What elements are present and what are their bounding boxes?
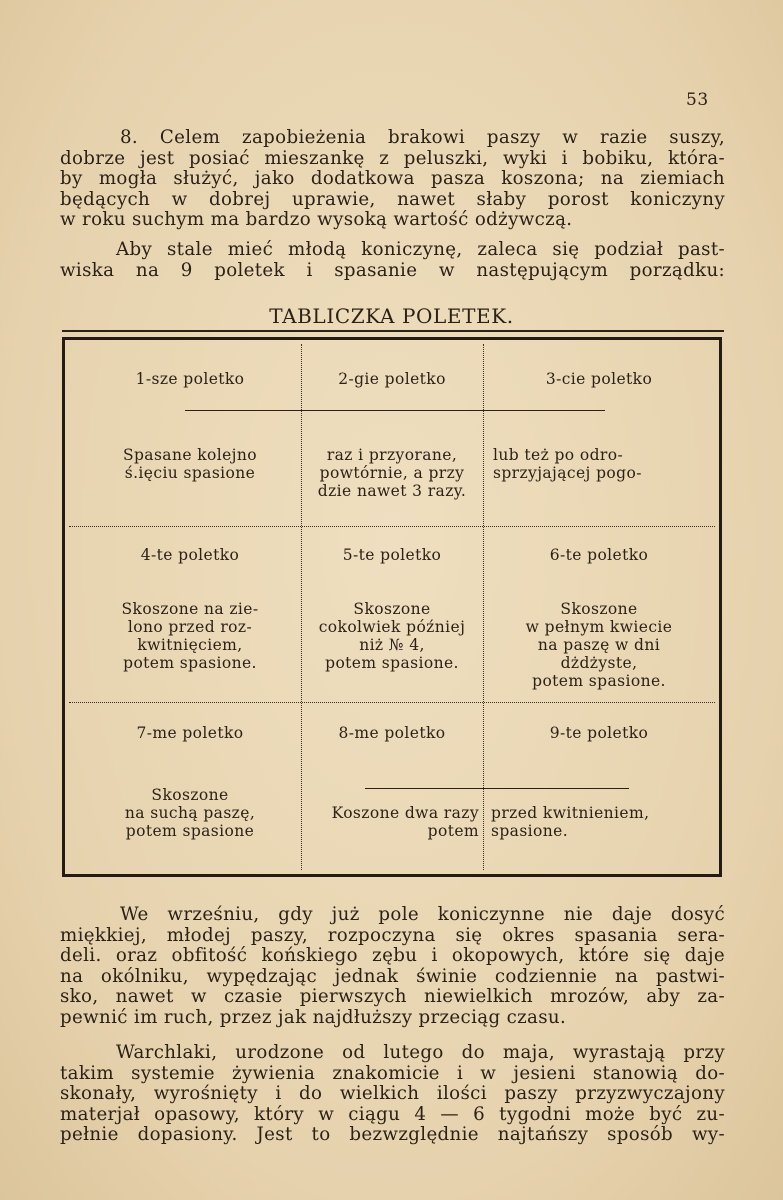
text-line: pewnić im ruch, przez jak najdłuższy przeciąg czasu. bbox=[60, 1006, 567, 1028]
text-line: 8. Celem zapobieżenia brakowi paszy w razie suszy, bbox=[120, 127, 725, 148]
table-cell: raz i przyorane, powtórnie, a przy dzie nawet 3 razy. bbox=[317, 446, 467, 500]
table-cell: Koszone dwa razy potem bbox=[331, 804, 479, 840]
table-header-cell: 2-gie poletko bbox=[338, 370, 446, 388]
table-cell: lub też po odro- sprzyjającej pogo- bbox=[493, 446, 642, 482]
text-line: na okólniku, wypędzając jednak świnie codziennie na pastwi- bbox=[60, 965, 725, 987]
span-brace bbox=[185, 410, 605, 411]
text-line: Warchlaki, urodzone od lutego do maja, wyrastają przy bbox=[116, 1042, 725, 1063]
text-line: takim systemie żywienia znakomicie i w jesieni stanowią do- bbox=[60, 1062, 725, 1084]
text-line: pełnie dopasiony. Jest to bezwzględnie najtańszy sposób wy- bbox=[60, 1124, 725, 1146]
text-line: Aby stale mieć młodą koniczynę, zaleca się podział past- bbox=[116, 239, 725, 260]
span-brace bbox=[365, 788, 629, 789]
text-line: w roku suchym ma bardzo wysoką wartość odżywczą. bbox=[60, 209, 573, 231]
text-line: deli. oraz obfitość końskiego zębu i okopowych, które się daje bbox=[60, 945, 725, 967]
row-divider bbox=[69, 526, 715, 527]
row-divider bbox=[69, 702, 715, 703]
text-line: wiska na 9 poletek i spasanie w następującym porządku: bbox=[60, 259, 725, 281]
text-line: skonały, wyrośnięty i do wielkich ilości paszy przyzwyczajony bbox=[60, 1083, 725, 1105]
table-cell: Spasane kolejno ś.ięciu spasione bbox=[122, 446, 258, 482]
table-cell: przed kwitnieniem, spasione. bbox=[491, 804, 650, 840]
text-line: materjał opasowy, który w ciągu 4 — 6 tygodni może być zu- bbox=[60, 1103, 725, 1125]
paragraph-3 bbox=[60, 905, 725, 1029]
table-title: TABLICZKA POLETEK. bbox=[269, 304, 514, 328]
table-header-cell: 6-te poletko bbox=[549, 546, 649, 564]
table-header-cell: 5-te poletko bbox=[342, 546, 442, 564]
plots-table bbox=[62, 337, 722, 877]
text-line: będących w dobrej uprawie, nawet słaby porost koniczyny bbox=[60, 188, 725, 210]
column-divider bbox=[301, 344, 302, 870]
paragraph-2 bbox=[60, 240, 725, 281]
text-line: dobrze jest posiać mieszankę z peluszki, wyki i bobiku, która- bbox=[60, 147, 725, 169]
text-line: by mogła służyć, jako dodatkowa pasza koszona; na ziemiach bbox=[60, 168, 725, 190]
table-cell: Skoszone na suchą paszę, potem spasione bbox=[124, 786, 256, 840]
table-header-cell: 9-te poletko bbox=[549, 724, 649, 742]
table-cell: Skoszone w pełnym kwiecie na paszę w dni dżdżyste, potem spasione. bbox=[525, 600, 673, 690]
text-line: We wrześniu, gdy już pole koniczynne nie daje dosyć bbox=[120, 904, 725, 925]
table-header-cell: 4-te poletko bbox=[140, 546, 240, 564]
page-number: 53 bbox=[686, 90, 709, 110]
paragraph-1 bbox=[60, 128, 725, 231]
table-header-cell: 7-me poletko bbox=[136, 724, 244, 742]
column-divider bbox=[483, 344, 484, 870]
paragraph-4 bbox=[60, 1043, 725, 1146]
table-header-cell: 1-sze poletko bbox=[135, 370, 245, 388]
table-cell: Skoszone na zie- lono przed roz- kwitnięciem, potem spasione. bbox=[121, 600, 259, 672]
text-line: sko, nawet w czasie pierwszych niewielkich mrozów, aby za- bbox=[60, 986, 725, 1008]
table-cell: Skoszone cokolwiek później niż № 4, potem spasione. bbox=[318, 600, 466, 672]
title-rule bbox=[62, 330, 724, 332]
table-header-cell: 3-cie poletko bbox=[545, 370, 653, 388]
table-header-cell: 8-me poletko bbox=[338, 724, 446, 742]
text-line: miękkiej, młodej paszy, rozpoczyna się okres spasania sera- bbox=[60, 924, 725, 946]
